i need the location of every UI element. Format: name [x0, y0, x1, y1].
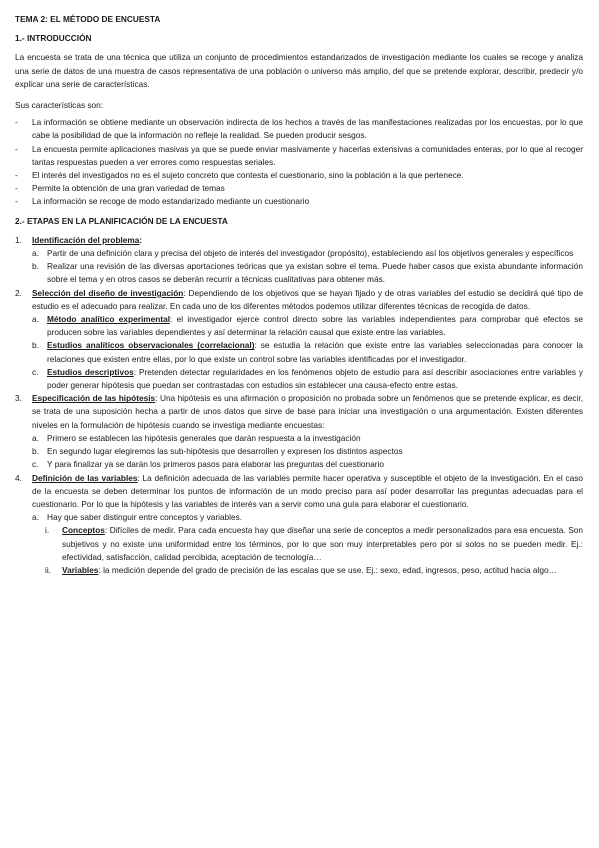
stage-1: 1. Identificación del problema: [15, 234, 143, 245]
stage-2: 2. Selección del diseño de investigación: Dependiendo de los objetivos que se hayan fijado y de otras variables del estudio se decidirá qué tipo de estudio es el adecuado para realizar. En cada uno de los diferentes métodos podemos utilizar diferentes técnicas de recogida de datos. [15, 287, 583, 311]
stage-4-item-a: a. Hay que saber distinguir entre conceptos y variables. [32, 512, 243, 523]
stage-4: 4. Definición de las variables: La definición adecuada de las variables permite hacer operativa y susceptible el objeto de la investigación. En el caso de la encuesta se deben determinar los puntos de información de un modo preciso para así poder desarrollar las preguntas adecuadas para el cuestionario. Por lo que la hipótesis y las variables de interés van a servir como una guía para elaborar el cuestionario. [15, 472, 583, 509]
stage-3-item-c: c. Y para finalizar ya se darán los primeros pasos para elaborar las preguntas del cuestionario [32, 459, 384, 470]
list-item: - El interés del investigados no es el sujeto concreto que contesta el cuestionario, sino la población a la que pertenece. [15, 169, 583, 182]
stage-1-item-a: a. Partir de una definición clara y precisa del objeto de interés del investigador (propósito), estableciendo así los objetivos generales y específicos [32, 248, 574, 259]
dash-marker: - [15, 170, 18, 181]
characteristics-lead: Sus características son: [15, 100, 104, 111]
stage-4-item-i: i. Conceptos: Difíciles de medir. Para cada encuesta hay que diseñar una serie de conceptos a medir personalizados para esa encuesta. Son subjetivos y no existe una uniformidad entre los términos, por lo que son muy interpretables pero por si solos no se pueden medir. Ej.: efectividad, satisfacción, calidad percibida, aceptación de tecnología… [45, 525, 583, 562]
stage-3-title: Especificación de las hipótesis [32, 393, 156, 404]
stage-3-item-b: b. En segundo lugar elegiremos las sub-hipótesis que desarrollen y expresen los distintos aspectos [32, 446, 403, 457]
stage-4-item-ii: ii. Variables: la medición depende del grado de precisión de las escalas que se use. Ej.: sexo, edad, ingresos, peso, actitud hacia algo… [45, 564, 557, 575]
document-title: TEMA 2: EL MÉTODO DE ENCUESTA [15, 14, 161, 24]
stage-2-item-c: c. Estudios descriptivos: Pretenden detectar regularidades en los fenómenos objeto de estudio para así describir asociaciones entre variables y poder generar hipótesis que puedan ser contrastadas con estudios sin establecer una causa-efecto entre estas. [32, 366, 584, 391]
list-item: - La información se recoge de modo estandarizado mediante un cuestionario [15, 195, 583, 208]
stage-4-title: Definición de las variables [32, 472, 138, 483]
characteristics-list [15, 116, 583, 208]
stage-1-item-b: b. Realizar una revisión de las diversas aportaciones teóricas que ya existan sobre el tema. Puede haber casos que exista abundante información sobre el tema y en otros casos se deberán recurrir a técnicas cualitativas para obtener más. [32, 261, 583, 285]
intro-paragraph: La encuesta se trata de una técnica que utiliza un conjunto de procedimientos estandarizados de investigación mediante los cuales se recoge y analiza una serie de datos de una muestra de casos representativa de una población o universo más amplio, del que se pretende explorar, describir, predecir y/o explicar una serie de características. [15, 52, 583, 89]
stage-2-item-a: a. Método analítico experimental: el investigador ejerce control directo sobre las variables independientes para comprobar qué efectos se producen sobre las variables dependientes y así determinar la relación causal que existe entre las variables. [32, 314, 583, 338]
dash-marker: - [15, 117, 18, 128]
stages-list [15, 234, 583, 577]
stage-2-title: Selección del diseño de investigación [32, 287, 184, 298]
dash-marker: - [15, 183, 18, 194]
dash-marker: - [15, 196, 18, 207]
stage-3: 3. Especificación de las hipótesis: Una hipótesis es una afirmación o proposición no probada sobre un fenómenos que se pretende explicar, es decir, se trata de una suposición hecha a partir de unos datos que sirve de base para iniciar una investigación o una argumentación. Existen diferentes niveles en la formulación de hipótesis cuando se investiga mediante encuestas: [15, 393, 584, 430]
list-item: - Permite la obtención de una gran variedad de temas [15, 182, 583, 195]
list-item: - La información se obtiene mediante un observación indirecta de los hechos a través de las manifestaciones realizadas por los encuestas, por lo que cabe la posibilidad de que la información no refleje la realidad. Se pueden producir sesgos. [15, 117, 583, 141]
stage-3-item-a: a. Primero se establecen las hipótesis generales que darán respuesta a la investigación [32, 432, 361, 443]
list-item: - La encuesta permite aplicaciones masivas ya que se puede enviar masivamente y hacerlas extensivas a comunidades enteras, por lo que al recoger tantas respuestas pueden a ver errores como respuestas seriales. [15, 143, 583, 167]
stage-1-title: Identificación del problema [32, 234, 140, 245]
stage-2-item-b: b. Estudios analíticos observacionales (correlacional): se estudia la relación que existe entre las variables seleccionadas para conocer la relaciones que existen entre ellas, por lo que existe un control sobre las variables identificadas por el investigador. [32, 340, 583, 364]
dash-marker: - [15, 143, 18, 154]
section-2-heading: 2.- ETAPAS EN LA PLANIFICACIÓN DE LA ENCUESTA [15, 215, 228, 226]
section-1-heading: 1.- INTRODUCCIÓN [15, 33, 92, 44]
document-page [15, 13, 583, 577]
